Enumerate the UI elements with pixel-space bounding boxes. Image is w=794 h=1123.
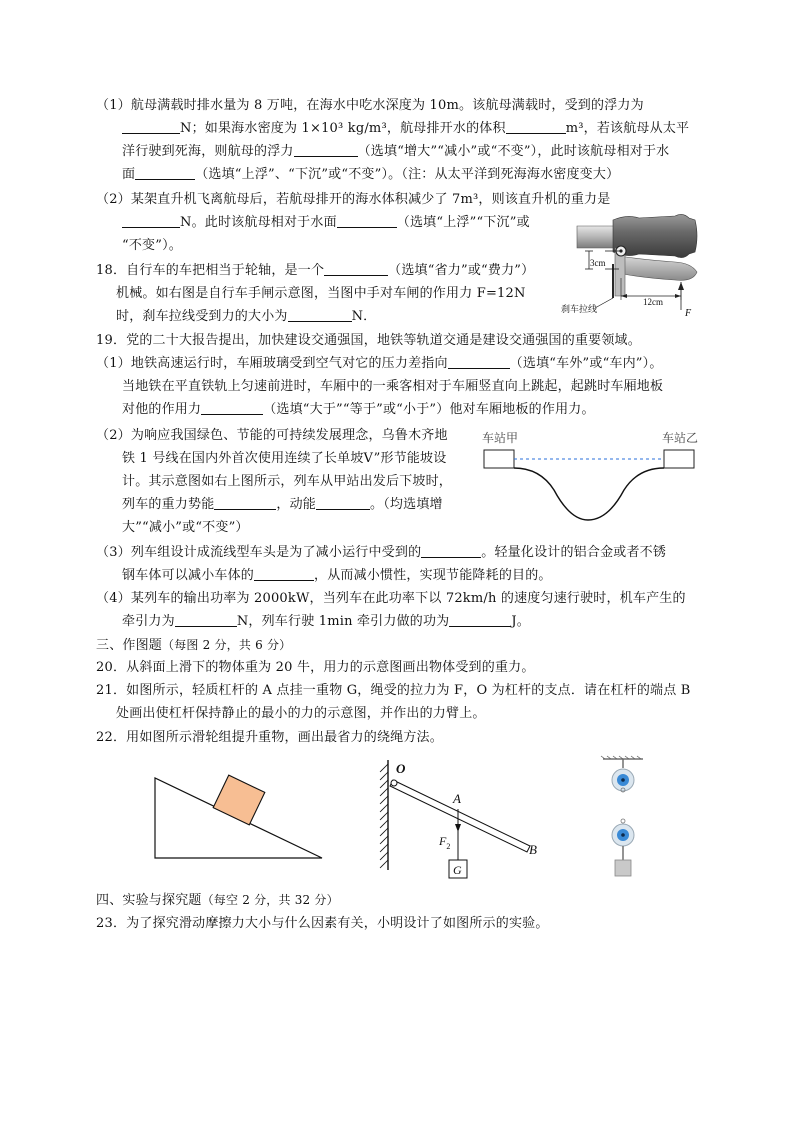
q19-intro: 19．党的二十大报告提出，加快建设交通强国，地铁等轨道交通是建设交通强国的重要领域。 (96, 333, 641, 348)
q19-part2-line4: 列车的重力势能 ，动能 。（均选填增 (122, 497, 443, 512)
label-a: A (453, 791, 461, 806)
lever-figure (375, 758, 550, 883)
q19-part3-line1: （3）列车组设计成流线型车头是为了减小运行中受到的 。轻量化设计的铝合金或者不锈 (96, 545, 667, 560)
station-a-label: 车站甲 (482, 431, 519, 445)
q19-part2-line5: 大”“减小”或“不变”） (122, 520, 249, 535)
answer-blank[interactable] (294, 142, 358, 157)
answer-blank[interactable] (201, 400, 263, 415)
q18-line1: 18．自行车的车把相当于轮轴，是一个 （选填“省力”或“费力”） (96, 263, 535, 278)
q22-text: 22．用如图所示滑轮组提升重物，画出最省力的绕绳方法。 (96, 730, 443, 745)
brake-lever (619, 256, 697, 280)
section3-heading: 三、作图题（每图 2 分，共 6 分） (96, 638, 292, 653)
q21-line2: 处画出使杠杆保持静止的最小的力的示意图，并作出的力臂上。 (116, 706, 486, 721)
section4-heading: 四、实验与探究题（每空 2 分，共 32 分） (96, 893, 339, 908)
answer-blank[interactable] (337, 213, 397, 228)
q23-text: 23．为了探究滑动摩擦力大小与什么因素有关，小明设计了如图所示的实验。 (96, 916, 549, 931)
q20-text: 20．从斜面上滑下的物体重为 20 牛，用力的示意图画出物体受到的重力。 (96, 660, 535, 675)
q19-part2-line1: （2）为响应我国绿色、节能的可持续发展理念，乌鲁木齐地 (96, 428, 448, 443)
q17-part2-line3: “不变”）。 (122, 238, 182, 253)
q19-part2-line3: 计。其示意图如右上图所示，列车从甲站出发后下坡时， (122, 474, 453, 489)
incline-figure (150, 772, 330, 864)
q18-line3: 时，刹车拉线受到力的大小为 N． (116, 309, 377, 324)
q17-part1-line4: 面 （选填“上浮”、“下沉”或“不变”）。（注：从太平洋到死海海水密度变大） (122, 167, 620, 182)
q17-part1-line2: N；如果海水密度为 1×10³ kg/m³，航母排开水的体积 m³，若该航母从太平 (122, 119, 689, 139)
answer-blank[interactable] (324, 261, 388, 276)
label-o: O (396, 761, 406, 776)
answer-blank[interactable] (449, 612, 511, 627)
answer-blank[interactable] (421, 543, 481, 558)
q19-part4-line2: 牵引力为 N，列车行驶 1min 牵引力做的功为 J。 (122, 614, 531, 629)
brake-cable-label: 刹车拉线 (561, 304, 598, 314)
label-g: G (453, 863, 462, 877)
q17-part2-line1: （2）某架直升机飞离航母后，若航母排开的海水体积减少了 7m³，则该直升机的重力是 (96, 192, 611, 207)
q21-line1: 21．如图所示，轻质杠杆的 A 点挂一重物 G，绳受的拉力为 F，O 为杠杆的支点．请在杠杆的端点 B (96, 683, 691, 698)
v-slope-figure (482, 426, 702, 526)
q17-part1-line3: 洋行驶到死海，则航母的浮力 （选填“增大”“减小”或“不变”），此时该航母相对于水 (122, 144, 670, 159)
answer-blank[interactable] (122, 119, 180, 134)
answer-blank[interactable] (288, 307, 352, 322)
answer-blank[interactable] (214, 495, 276, 510)
answer-blank[interactable] (316, 495, 370, 510)
answer-blank[interactable] (122, 213, 180, 228)
dim-3cm-label: 3cm (590, 258, 606, 268)
q19-part1-line3: 对他的作用力 （选填“大于”“等于”或“小于”）他对车厢地板的作用力。 (122, 402, 595, 417)
station-b-label: 车站乙 (662, 431, 699, 445)
q17-part1-line1: （1）航母满载时排水量为 8 万吨，在海水中吃水深度为 10m。该航母满载时，受到的浮力为 (96, 98, 644, 113)
answer-blank[interactable] (506, 119, 566, 134)
q19-part3-line2: 钢车体可以减小车体的 ，从而减小惯性，实现节能降耗的目的。 (122, 568, 552, 583)
force-f-label: F (685, 308, 692, 319)
force-arrowhead (455, 824, 461, 832)
pivot-o (391, 780, 397, 786)
pulley-figure (598, 756, 648, 882)
v-track (514, 468, 664, 520)
answer-blank[interactable] (254, 566, 314, 581)
answer-blank[interactable] (175, 612, 237, 627)
q19-part1-line2: 当地铁在平直铁轨上匀速前进时，车厢中的一乘客相对于车厢竖直向上跳起，起跳时车厢地板 (122, 379, 664, 394)
bike-brake-figure (561, 186, 705, 326)
load-block (615, 860, 631, 876)
q19-part4-line1: （4）某列车的输出功率为 2000kW，当列车在此功率下以 72km/h 的速度匀速行驶时，机车产生的 (96, 591, 686, 606)
label-f: $F_2$ (439, 834, 451, 851)
q18-line2: 机械。如右图是自行车手闸示意图，当图中手对车闸的作用力 F=12N (116, 286, 526, 301)
q19-part2-line2: 铁 1 号线在国内外首次使用连续了长单坡V”形节能坡设 (122, 451, 447, 466)
answer-blank[interactable] (448, 354, 510, 369)
handlebar-tube (577, 226, 615, 248)
label-b: B (529, 842, 537, 857)
answer-blank[interactable] (135, 165, 195, 180)
dim-12cm-label: 12cm (643, 297, 663, 307)
q17-part2-line2: N。此时该航母相对于水面 （选填“上浮”“下沉”或 (122, 213, 530, 233)
q19-part1-line1: （1）地铁高速运行时，车厢玻璃受到空气对它的压力差指向 （选填“车外”或“车内”）。 (96, 356, 663, 371)
